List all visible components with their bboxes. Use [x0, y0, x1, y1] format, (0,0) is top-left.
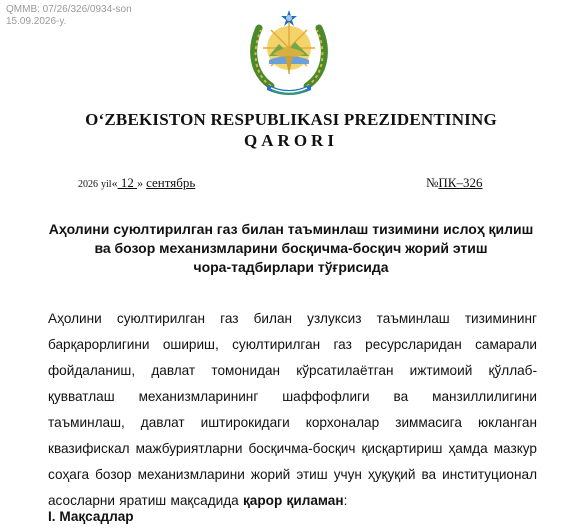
- decree-number: [426, 175, 482, 191]
- preamble-text: Аҳолини суюлтирилган газ билан узлуксиз таъминлаш тизимининг барқарорлигини ошириш, суюлтирилган газ ресурсларидан самарали фойдаланиш, давлат томонидан кўрсатилаётган ижтимоий қўллаб-қувватлаш механизмларининг шаффофлиги ва манзиллилигини таъминлаш, давлат иштирокидаги корхоналар зиммасига юкланган квазифискал мажбуриятларни босқичма-босқич қисқартириш ҳамда мазкур соҳага бозор механизмларини жорий этиш учун ҳуқуқий ва институционал асосларни яратиш мақсадида: [48, 311, 537, 508]
- decree-meta-row: [0, 175, 582, 193]
- uzbekistan-state-emblem-icon: [241, 4, 337, 100]
- title-line: чора-тадбирлари тўғрисида: [193, 259, 389, 275]
- number-sign: №: [426, 175, 439, 190]
- date-close-quote: »: [137, 176, 144, 190]
- document-title: [40, 220, 542, 277]
- decree-date: [78, 175, 195, 191]
- issuer-heading: O‘ZBEKISTON RESPUBLIKASI PREZIDENTINING: [85, 110, 497, 129]
- resolution-phrase: қарор қиламан: [243, 493, 344, 508]
- decree-day: 12: [117, 175, 138, 190]
- date-open-quote: «: [111, 176, 118, 190]
- preamble-colon: :: [343, 493, 348, 508]
- section-heading: I. Мақсадлар: [48, 509, 134, 524]
- preamble-paragraph: [48, 306, 537, 514]
- decree-year: 2026: [78, 179, 98, 190]
- title-line: ва бозор механизмларини босқичма-босқич жорий этиш: [94, 240, 488, 256]
- decree-year-word: yil: [101, 179, 112, 190]
- decree-number-value: ПК–326: [438, 175, 483, 190]
- decree-month: сентябрь: [146, 175, 196, 190]
- title-line: Аҳолини суюлтирилган газ билан таъминлаш тизимини ислоҳ қилиш: [48, 221, 534, 237]
- registration-date: 15.09.2026-y.: [6, 16, 67, 27]
- registration-stamp: [6, 4, 132, 28]
- registration-number: QMMB: 07/26/326/0934-son: [6, 4, 132, 15]
- document-type-heading: QARORI: [244, 131, 338, 150]
